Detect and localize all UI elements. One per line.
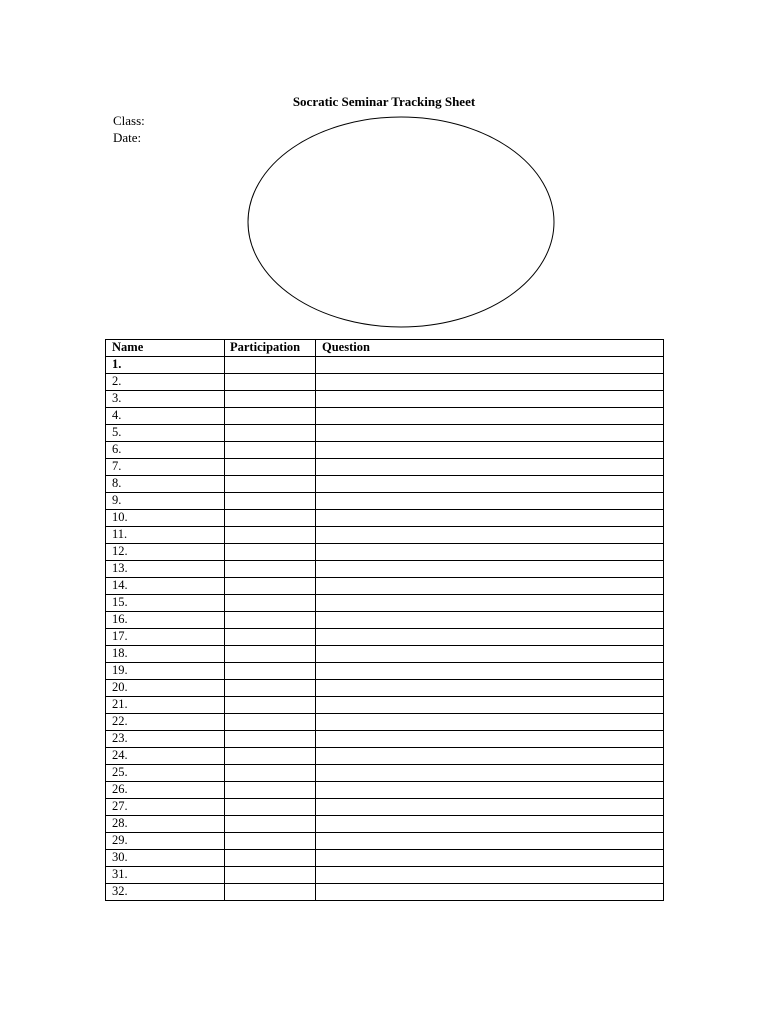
page-title: Socratic Seminar Tracking Sheet xyxy=(292,94,476,109)
date-label: Date: xyxy=(113,130,142,145)
participation-cell[interactable] xyxy=(225,833,316,850)
participation-cell[interactable] xyxy=(225,391,316,408)
participation-cell[interactable] xyxy=(225,697,316,714)
question-cell[interactable] xyxy=(316,782,664,799)
participation-cell[interactable] xyxy=(225,595,316,612)
name-cell[interactable]: 32. xyxy=(106,884,225,901)
question-cell[interactable] xyxy=(316,425,664,442)
name-cell[interactable]: 12. xyxy=(106,544,225,561)
name-cell[interactable]: 4. xyxy=(106,408,225,425)
participation-cell[interactable] xyxy=(225,850,316,867)
name-cell[interactable]: 22. xyxy=(106,714,225,731)
table-row xyxy=(106,493,664,510)
question-cell[interactable] xyxy=(316,561,664,578)
name-cell[interactable]: 26. xyxy=(106,782,225,799)
question-cell[interactable] xyxy=(316,391,664,408)
participation-cell[interactable] xyxy=(225,544,316,561)
name-cell[interactable]: 18. xyxy=(106,646,225,663)
table-row xyxy=(106,595,664,612)
name-cell[interactable]: 29. xyxy=(106,833,225,850)
table-row xyxy=(106,850,664,867)
participation-cell[interactable] xyxy=(225,493,316,510)
table-row xyxy=(106,833,664,850)
name-cell[interactable]: 5. xyxy=(106,425,225,442)
question-cell[interactable] xyxy=(316,731,664,748)
name-cell[interactable]: 16. xyxy=(106,612,225,629)
participation-cell[interactable] xyxy=(225,816,316,833)
name-cell[interactable]: 10. xyxy=(106,510,225,527)
participation-cell[interactable] xyxy=(225,357,316,374)
table-body xyxy=(106,357,664,901)
name-cell[interactable]: 13. xyxy=(106,561,225,578)
seating-circle-diagram xyxy=(247,116,555,328)
participation-cell[interactable] xyxy=(225,782,316,799)
table-row xyxy=(106,748,664,765)
table-row xyxy=(106,612,664,629)
table-row xyxy=(106,357,664,374)
name-cell[interactable]: 31. xyxy=(106,867,225,884)
header-question: Question xyxy=(316,340,664,357)
table-row xyxy=(106,374,664,391)
participation-cell[interactable] xyxy=(225,408,316,425)
participation-cell[interactable] xyxy=(225,629,316,646)
table-row xyxy=(106,782,664,799)
table-row xyxy=(106,476,664,493)
table-header-row xyxy=(106,340,664,357)
name-cell[interactable]: 30. xyxy=(106,850,225,867)
participation-cell[interactable] xyxy=(225,714,316,731)
name-cell[interactable]: 27. xyxy=(106,799,225,816)
question-cell[interactable] xyxy=(316,595,664,612)
table-row xyxy=(106,527,664,544)
participation-cell[interactable] xyxy=(225,748,316,765)
table-row xyxy=(106,578,664,595)
table-row xyxy=(106,442,664,459)
question-cell[interactable] xyxy=(316,697,664,714)
participation-cell[interactable] xyxy=(225,527,316,544)
table-row xyxy=(106,459,664,476)
participation-cell[interactable] xyxy=(225,646,316,663)
participation-cell[interactable] xyxy=(225,578,316,595)
participation-cell[interactable] xyxy=(225,680,316,697)
question-cell[interactable] xyxy=(316,459,664,476)
name-cell[interactable]: 25. xyxy=(106,765,225,782)
name-cell[interactable]: 23. xyxy=(106,731,225,748)
question-cell[interactable] xyxy=(316,408,664,425)
name-cell[interactable]: 14. xyxy=(106,578,225,595)
name-cell[interactable]: 17. xyxy=(106,629,225,646)
question-cell[interactable] xyxy=(316,646,664,663)
name-cell[interactable]: 9. xyxy=(106,493,225,510)
question-cell[interactable] xyxy=(316,544,664,561)
participation-cell[interactable] xyxy=(225,731,316,748)
class-label: Class: xyxy=(113,113,145,128)
name-cell[interactable]: 24. xyxy=(106,748,225,765)
header-name: Name xyxy=(106,340,225,357)
table-row xyxy=(106,731,664,748)
question-cell[interactable] xyxy=(316,629,664,646)
question-cell[interactable] xyxy=(316,867,664,884)
question-cell[interactable] xyxy=(316,680,664,697)
question-cell[interactable] xyxy=(316,374,664,391)
participation-cell[interactable] xyxy=(225,612,316,629)
name-cell[interactable]: 15. xyxy=(106,595,225,612)
question-cell[interactable] xyxy=(316,578,664,595)
name-cell[interactable]: 7. xyxy=(106,459,225,476)
name-cell[interactable]: 1. xyxy=(106,357,225,374)
participation-cell[interactable] xyxy=(225,476,316,493)
table-row xyxy=(106,408,664,425)
participation-cell[interactable] xyxy=(225,561,316,578)
participation-cell[interactable] xyxy=(225,425,316,442)
question-cell[interactable] xyxy=(316,476,664,493)
table-row xyxy=(106,629,664,646)
table-row xyxy=(106,697,664,714)
participation-cell[interactable] xyxy=(225,442,316,459)
question-cell[interactable] xyxy=(316,748,664,765)
table-row xyxy=(106,867,664,884)
table-row xyxy=(106,816,664,833)
name-cell[interactable]: 2. xyxy=(106,374,225,391)
participation-cell[interactable] xyxy=(225,867,316,884)
table-row xyxy=(106,425,664,442)
name-cell[interactable]: 28. xyxy=(106,816,225,833)
name-cell[interactable]: 20. xyxy=(106,680,225,697)
header-participation: Participation xyxy=(225,340,316,357)
participation-cell[interactable] xyxy=(225,884,316,901)
table-row xyxy=(106,663,664,680)
name-cell[interactable]: 19. xyxy=(106,663,225,680)
name-cell[interactable]: 8. xyxy=(106,476,225,493)
participation-cell[interactable] xyxy=(225,663,316,680)
table-row xyxy=(106,884,664,901)
table-row xyxy=(106,561,664,578)
question-cell[interactable] xyxy=(316,850,664,867)
question-cell[interactable] xyxy=(316,765,664,782)
seating-ellipse xyxy=(248,117,554,327)
question-cell[interactable] xyxy=(316,816,664,833)
table-row xyxy=(106,680,664,697)
participation-cell[interactable] xyxy=(225,765,316,782)
question-cell[interactable] xyxy=(316,510,664,527)
table-row xyxy=(106,544,664,561)
table-row xyxy=(106,646,664,663)
name-cell[interactable]: 21. xyxy=(106,697,225,714)
table-row xyxy=(106,391,664,408)
tracking-table xyxy=(105,339,664,901)
participation-cell[interactable] xyxy=(225,799,316,816)
question-cell[interactable] xyxy=(316,442,664,459)
table-row xyxy=(106,765,664,782)
question-cell[interactable] xyxy=(316,663,664,680)
question-cell[interactable] xyxy=(316,527,664,544)
question-cell[interactable] xyxy=(316,493,664,510)
participation-cell[interactable] xyxy=(225,374,316,391)
question-cell[interactable] xyxy=(316,612,664,629)
table-row xyxy=(106,510,664,527)
question-cell[interactable] xyxy=(316,799,664,816)
question-cell[interactable] xyxy=(316,714,664,731)
table-row xyxy=(106,714,664,731)
participation-cell[interactable] xyxy=(225,459,316,476)
table-row xyxy=(106,799,664,816)
name-cell[interactable]: 6. xyxy=(106,442,225,459)
name-cell[interactable]: 3. xyxy=(106,391,225,408)
question-cell[interactable] xyxy=(316,833,664,850)
question-cell[interactable] xyxy=(316,884,664,901)
name-cell[interactable]: 11. xyxy=(106,527,225,544)
question-cell[interactable] xyxy=(316,357,664,374)
participation-cell[interactable] xyxy=(225,510,316,527)
